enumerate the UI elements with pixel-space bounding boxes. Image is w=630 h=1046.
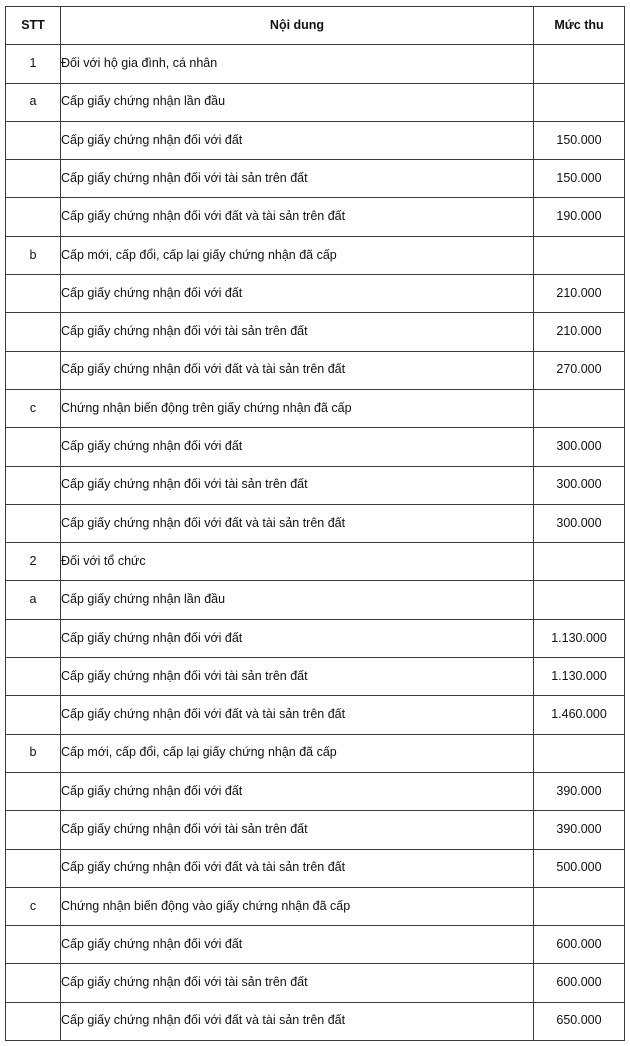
table-row [6, 83, 625, 121]
table-row [6, 696, 625, 734]
row-content: Cấp giấy chứng nhận đối với đất [61, 275, 534, 313]
row-stt: 1 [6, 45, 61, 83]
row-content: Đối với hộ gia đình, cá nhân [61, 45, 534, 83]
row-stt [6, 1002, 61, 1040]
row-content: Cấp giấy chứng nhận đối với đất và tài sản trên đất [61, 351, 534, 389]
row-stt: b [6, 236, 61, 274]
row-fee [534, 581, 625, 619]
row-fee: 150.000 [534, 160, 625, 198]
row-fee: 300.000 [534, 466, 625, 504]
table-row [6, 160, 625, 198]
row-stt: a [6, 581, 61, 619]
row-fee: 390.000 [534, 811, 625, 849]
row-fee: 300.000 [534, 428, 625, 466]
row-stt: 2 [6, 543, 61, 581]
table-row [6, 389, 625, 427]
row-content: Cấp giấy chứng nhận đối với đất [61, 926, 534, 964]
fee-table [5, 6, 625, 1041]
row-content: Cấp giấy chứng nhận lần đầu [61, 83, 534, 121]
row-content: Cấp giấy chứng nhận đối với đất và tài sản trên đất [61, 1002, 534, 1040]
table-body [6, 45, 625, 1041]
row-content: Cấp giấy chứng nhận đối với tài sản trên đất [61, 160, 534, 198]
row-fee: 300.000 [534, 504, 625, 542]
table-row [6, 428, 625, 466]
row-stt [6, 849, 61, 887]
row-content: Cấp mới, cấp đổi, cấp lại giấy chứng nhận đã cấp [61, 236, 534, 274]
row-stt [6, 619, 61, 657]
row-fee: 1.130.000 [534, 658, 625, 696]
row-fee [534, 45, 625, 83]
row-content: Cấp giấy chứng nhận đối với đất [61, 772, 534, 810]
table-row [6, 121, 625, 159]
row-content: Cấp giấy chứng nhận đối với đất và tài sản trên đất [61, 696, 534, 734]
row-fee: 210.000 [534, 313, 625, 351]
row-content: Cấp giấy chứng nhận đối với đất và tài sản trên đất [61, 504, 534, 542]
row-stt: c [6, 887, 61, 925]
header-stt: STT [6, 7, 61, 45]
row-fee: 1.130.000 [534, 619, 625, 657]
table-row [6, 964, 625, 1002]
table-row [6, 658, 625, 696]
table-row [6, 351, 625, 389]
row-stt [6, 964, 61, 1002]
table-row [6, 313, 625, 351]
row-stt [6, 926, 61, 964]
table-row [6, 734, 625, 772]
row-content: Đối với tổ chức [61, 543, 534, 581]
table-row [6, 466, 625, 504]
row-stt [6, 160, 61, 198]
row-content: Cấp mới, cấp đổi, cấp lại giấy chứng nhận đã cấp [61, 734, 534, 772]
row-content: Chứng nhận biến động vào giấy chứng nhận đã cấp [61, 887, 534, 925]
row-stt [6, 504, 61, 542]
row-fee: 190.000 [534, 198, 625, 236]
row-content: Cấp giấy chứng nhận đối với đất [61, 619, 534, 657]
row-stt [6, 198, 61, 236]
row-fee: 150.000 [534, 121, 625, 159]
row-fee: 500.000 [534, 849, 625, 887]
row-content: Chứng nhận biến động trên giấy chứng nhận đã cấp [61, 389, 534, 427]
table-row [6, 772, 625, 810]
row-stt [6, 121, 61, 159]
row-content: Cấp giấy chứng nhận đối với tài sản trên đất [61, 313, 534, 351]
row-content: Cấp giấy chứng nhận đối với tài sản trên đất [61, 466, 534, 504]
row-stt: c [6, 389, 61, 427]
table-row [6, 236, 625, 274]
table-header-row [6, 7, 625, 45]
row-fee: 650.000 [534, 1002, 625, 1040]
row-fee [534, 543, 625, 581]
table-row [6, 543, 625, 581]
table-row [6, 1002, 625, 1040]
table-row [6, 198, 625, 236]
row-fee [534, 389, 625, 427]
row-stt [6, 811, 61, 849]
row-fee: 390.000 [534, 772, 625, 810]
table-row [6, 581, 625, 619]
row-fee: 600.000 [534, 926, 625, 964]
row-fee [534, 83, 625, 121]
row-stt [6, 772, 61, 810]
row-fee: 270.000 [534, 351, 625, 389]
row-content: Cấp giấy chứng nhận đối với đất và tài sản trên đất [61, 198, 534, 236]
row-fee [534, 236, 625, 274]
row-fee: 210.000 [534, 275, 625, 313]
row-stt [6, 428, 61, 466]
row-stt [6, 696, 61, 734]
row-fee [534, 734, 625, 772]
row-content: Cấp giấy chứng nhận đối với đất [61, 121, 534, 159]
table-row [6, 926, 625, 964]
row-content: Cấp giấy chứng nhận đối với tài sản trên đất [61, 658, 534, 696]
row-content: Cấp giấy chứng nhận lần đầu [61, 581, 534, 619]
row-stt: a [6, 83, 61, 121]
table-row [6, 275, 625, 313]
header-content: Nội dung [61, 7, 534, 45]
row-content: Cấp giấy chứng nhận đối với đất và tài sản trên đất [61, 849, 534, 887]
row-stt [6, 466, 61, 504]
table-row [6, 849, 625, 887]
row-content: Cấp giấy chứng nhận đối với tài sản trên đất [61, 811, 534, 849]
row-stt [6, 658, 61, 696]
row-stt [6, 275, 61, 313]
row-content: Cấp giấy chứng nhận đối với đất [61, 428, 534, 466]
row-fee [534, 887, 625, 925]
table-row [6, 619, 625, 657]
row-fee: 1.460.000 [534, 696, 625, 734]
row-stt [6, 313, 61, 351]
table-row [6, 45, 625, 83]
row-stt: b [6, 734, 61, 772]
table-row [6, 887, 625, 925]
table-row [6, 504, 625, 542]
row-content: Cấp giấy chứng nhận đối với tài sản trên đất [61, 964, 534, 1002]
row-stt [6, 351, 61, 389]
row-fee: 600.000 [534, 964, 625, 1002]
header-fee: Mức thu [534, 7, 625, 45]
table-row [6, 811, 625, 849]
